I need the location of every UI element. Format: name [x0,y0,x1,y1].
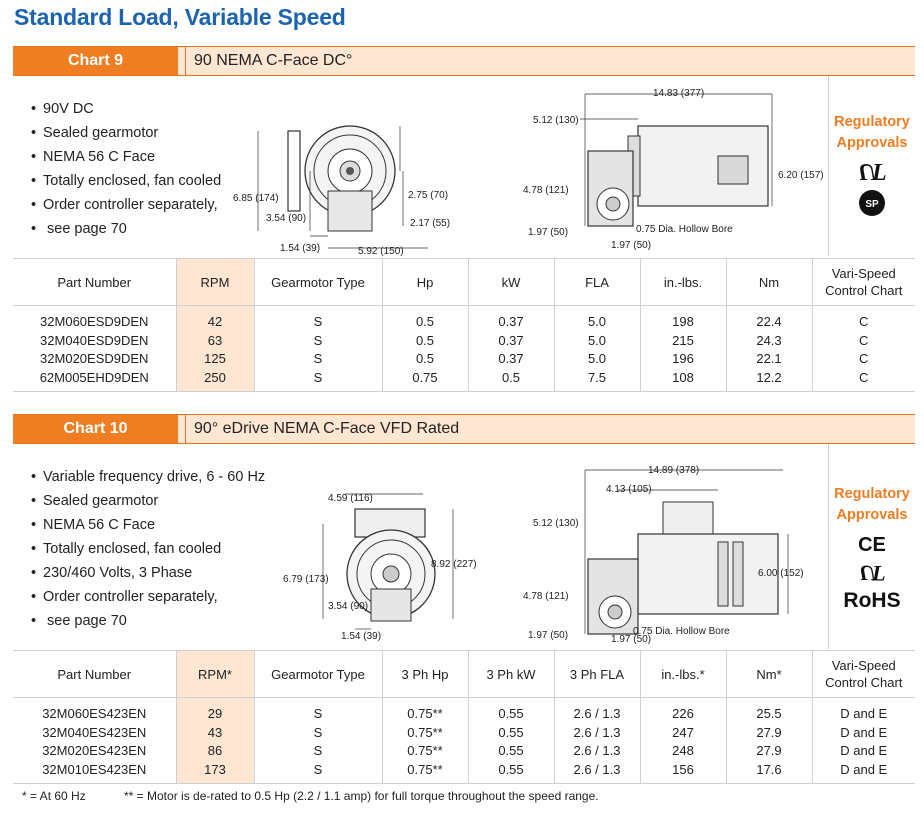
table-cell: 0.5 [382,332,468,351]
column-header: 3 Ph FLA [554,651,640,698]
table-cell: 32M020ES423EN [42,743,147,758]
feature-item: • Totally enclosed, fan cooled [29,537,265,561]
dim-label: 3.54 (90) [328,601,369,612]
dim-label: 4.13 (105) [606,484,652,495]
svg-text:SP: SP [865,199,879,210]
table-cell: 2.6 / 1.3 [554,742,640,761]
dim-label: 5.12 (130) [533,518,579,529]
chart-9-subtitle: 90 NEMA C-Face DC° [185,47,352,75]
feature-item: • Sealed gearmotor [29,121,221,145]
feature-continuation: • see page 70 [29,609,265,633]
feature-item: • Totally enclosed, fan cooled [29,169,221,193]
feature-item: • Order controller separately, [29,585,265,609]
table-cell: 108 [640,369,726,388]
table-cell: 2.6 / 1.3 [554,705,640,724]
column-header: in.-lbs. [640,259,726,306]
regulatory-title: Regulatory [834,486,910,502]
table-cell: 24.3 [726,332,812,351]
table-row [13,332,915,351]
table-cell: 0.55 [468,724,554,743]
ce-mark-icon: CE [858,534,886,556]
column-header: Gearmotor Type [254,259,382,306]
chart-10-regulatory [828,444,915,649]
column-header: FLA [554,259,640,306]
table-cell: 156 [640,761,726,780]
table-cell: 2.6 / 1.3 [554,724,640,743]
dim-label: 0.75 Dia. Hollow Bore [636,224,733,235]
table-cell: D and E [812,761,915,780]
footnote-star: * = At 60 Hz [22,789,86,803]
chart-10-table [13,650,915,784]
table-cell: S [254,742,382,761]
table-cell: S [254,724,382,743]
regulatory-title: Approvals [836,135,908,151]
chart-9-table [13,258,915,392]
chart-9-tag: Chart 9 [13,47,178,75]
table-row [13,724,915,743]
table-cell: 0.75** [382,724,468,743]
table-cell: 125 [176,350,254,369]
table-cell: C [812,332,915,351]
table-cell: 27.9 [726,724,812,743]
table-cell: S [254,350,382,369]
column-header: Vari-Speed Control Chart [812,651,915,698]
dim-label: 1.54 (39) [280,243,321,254]
table-cell: 32M010ES423EN [42,761,147,777]
table-cell: 0.75** [382,761,468,780]
feature-item: • NEMA 56 C Face [29,145,221,169]
table-cell: 27.9 [726,742,812,761]
feature-item: • 90V DC [29,97,221,121]
dim-label: 3.54 (90) [266,213,307,224]
column-header: Nm [726,259,812,306]
table-cell: 22.4 [726,313,812,332]
csa-icon [857,188,887,218]
column-header: Part Number [13,651,176,698]
column-header: 3 Ph Hp [382,651,468,698]
column-header: Gearmotor Type [254,651,382,698]
table-cell: 0.55 [468,705,554,724]
chart-9-side-drawing [518,86,828,261]
table-cell: 43 [176,724,254,743]
table-cell: C [812,369,915,388]
chart-10-side-drawing [518,464,828,645]
table-cell: D and E [812,724,915,743]
feature-item: • Order controller separately, [29,193,221,217]
column-header: Vari-Speed Control Chart [812,259,915,306]
dim-label: 1.97 (50) [611,240,652,251]
dim-label: 14.89 (378) [648,465,700,476]
column-header: Nm* [726,651,812,698]
dim-label: 14.83 (377) [653,88,705,99]
chart-10-front-drawing [283,489,483,644]
table-cell: 0.55 [468,761,554,780]
chart-10-header [13,414,915,444]
table-row [13,705,915,724]
svg-text:L: L [872,560,886,586]
table-cell: 173 [176,761,254,780]
table-cell: 32M060ESD9DEN [40,314,149,329]
dim-label: 5.92 (150) [358,246,404,257]
table-cell: 32M020ESD9DEN [40,351,149,366]
table-cell: 29 [176,705,254,724]
table-header-row [13,259,915,306]
dim-label: 1.97 (50) [611,634,652,645]
table-cell: D and E [812,742,915,761]
chart-10-rows [13,698,915,784]
dim-label: 4.59 (116) [328,493,373,504]
table-row [13,369,915,388]
dim-label: 1.97 (50) [528,630,569,641]
table-cell: 5.0 [554,313,640,332]
table-cell: 196 [640,350,726,369]
chart-9-rows [13,306,915,392]
ul-recognized-icon [852,560,892,586]
column-header: 3 Ph kW [468,651,554,698]
table-cell: 0.5 [382,350,468,369]
table-cell: 0.75** [382,742,468,761]
feature-item: • Variable frequency drive, 6 - 60 Hz [29,465,265,489]
page-title: Standard Load, Variable Speed [14,4,346,30]
table-row [13,313,915,332]
table-cell: 0.5 [382,313,468,332]
feature-item: • NEMA 56 C Face [29,513,265,537]
table-cell: 32M060ES423EN [42,706,147,721]
table-cell: 0.75 [382,369,468,388]
dim-label: 2.75 (70) [408,190,449,201]
table-cell: 5.0 [554,332,640,351]
table-cell: 63 [176,332,254,351]
table-cell: 86 [176,742,254,761]
table-cell: 226 [640,705,726,724]
dim-label: 4.78 (121) [523,185,569,196]
table-cell: 215 [640,332,726,351]
column-header: Hp [382,259,468,306]
column-header: RPM [176,259,254,306]
dim-label: 2.17 (55) [410,218,451,229]
chart-10-section [13,414,915,784]
svg-text:U: U [859,560,876,586]
table-cell: 17.6 [726,761,812,780]
table-cell: S [254,705,382,724]
chart-10-features [29,465,265,633]
dim-label: 1.54 (39) [341,631,382,642]
table-cell: S [254,332,382,351]
footnote-double-star: ** = Motor is de-rated to 0.5 Hp (2.2 / 1.1 amp) for full torque throughout the speed range. [124,789,599,803]
table-cell: C [812,313,915,332]
dim-label: 6.00 (152) [758,568,804,579]
table-cell: C [812,350,915,369]
chart-10-info [13,444,915,649]
table-cell: 248 [640,742,726,761]
chart-9-front-drawing [233,126,493,257]
table-cell: 0.5 [468,369,554,388]
table-cell: 12.2 [726,369,812,388]
table-cell: 32M040ES423EN [42,724,147,740]
table-cell: 2.6 / 1.3 [554,761,640,780]
table-cell: 250 [176,369,254,388]
table-cell: 25.5 [726,705,812,724]
table-header-row [13,651,915,698]
dim-label: 6.79 (173) [283,574,329,585]
chart-10-subtitle: 90° eDrive NEMA C-Face VFD Rated [185,415,459,443]
chart-9-header [13,46,915,76]
feature-item: • 230/460 Volts, 3 Phase [29,561,265,585]
dim-label: 6.85 (174) [233,193,279,204]
table-row [13,350,915,369]
table-cell: 0.37 [468,332,554,351]
feature-continuation: • see page 70 [29,217,221,241]
table-cell: 198 [640,313,726,332]
table-row [13,761,915,780]
table-cell: 42 [176,313,254,332]
dim-label: 1.97 (50) [528,227,569,238]
dim-label: 0.75 Dia. Hollow Bore [633,626,730,637]
regulatory-title: Regulatory [834,114,910,130]
table-cell: S [254,761,382,780]
column-header: kW [468,259,554,306]
svg-text:L: L [872,160,887,186]
table-cell: 5.0 [554,350,640,369]
dim-label: 4.78 (121) [523,591,569,602]
table-row [13,742,915,761]
column-header: Part Number [13,259,176,306]
column-header: in.-lbs.* [640,651,726,698]
column-header: RPM* [176,651,254,698]
table-cell: D and E [812,705,915,724]
table-cell: 0.75** [382,705,468,724]
table-cell: 0.55 [468,742,554,761]
table-cell: 22.1 [726,350,812,369]
feature-item: • Sealed gearmotor [29,489,265,513]
svg-text:U: U [858,158,876,184]
dim-label: 5.12 (130) [533,115,579,126]
ul-recognized-icon [852,158,892,186]
chart-10-tag: Chart 10 [13,415,178,443]
table-cell: 0.37 [468,350,554,369]
table-cell: S [254,313,382,332]
dim-label: 8.92 (227) [431,559,477,570]
table-cell: 7.5 [554,369,640,388]
chart-9-info [13,76,915,256]
rohs-mark-icon: RoHS [843,589,901,612]
table-cell: S [254,369,382,388]
table-cell: 32M040ESD9DEN [40,332,149,348]
table-cell: 0.37 [468,313,554,332]
chart-9-section [13,46,915,391]
regulatory-title: Approvals [836,507,908,523]
table-cell: 247 [640,724,726,743]
chart-9-regulatory [828,76,915,256]
chart-9-features [29,97,221,241]
table-cell: 62M005EHD9DEN [39,369,149,385]
dim-label: 6.20 (157) [778,170,824,181]
